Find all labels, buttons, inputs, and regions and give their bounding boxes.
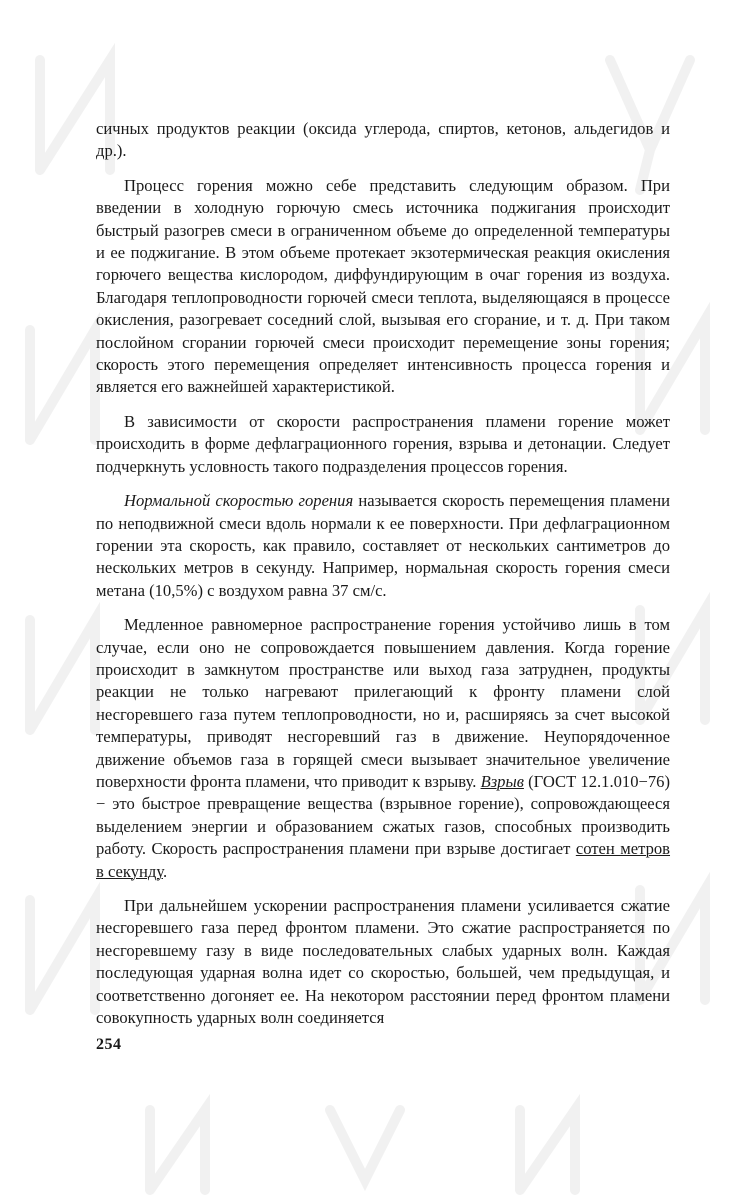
term-normal-burning-velocity: Нормальной скоростью горения bbox=[124, 491, 354, 511]
paragraph-combustion-process: Процесс горения можно себе представить следующим образом. При введении в холодную горючую смесь источника поджигания происходит быстрый разогрев смеси в ограниченном объеме до определенной температуры и ее поджигание. В этом объеме протекает экзотермическая реакция окисления горючего вещества кислородом, диффундирующим в очаг горения из воздуха. Благодаря теплопроводности горючей смеси теплота, выделяющаяся в процессе окисления, разогревает соседний слой, вызывая его сгорание, и т. д. При таком послойном сгорании горючей смеси происходит перемещение зоны горения; скорость этого перемещения определяет интенсивность процесса горения и является его важнейшей характеристикой. bbox=[96, 175, 670, 397]
underlined-phrase: сотен метров в секунду bbox=[96, 839, 671, 881]
paragraph-flame-speed-forms: В зависимости от скорости распространения пламени горение может происходить в форме дефлаграционного горения, взрыва и детонации. Следует подчеркнуть условность такого подразделения процессов горения. bbox=[96, 411, 670, 476]
page-number: 254 bbox=[96, 1036, 122, 1053]
paragraph-text: называется скорость перемещения пламени по неподвижной смеси вдоль нормали к ее поверхности. При дефлаграционном горении эта скорость, как правило, составляет от нескольких сантиметров до нескольких метров в секунду. Например, нормальная скорость горения смеси метана (10,5%) с воздухом равна 37 см/с. bbox=[96, 491, 670, 600]
paragraph-explosion bbox=[96, 614, 670, 883]
paragraph-normal-burning-velocity bbox=[96, 490, 670, 602]
paragraph-text-end: . bbox=[163, 861, 168, 881]
paragraph-text-after: (ГОСТ 12.1.010−76) − это быстрое превращение вещества (взрывное горение), сопровождающееся выделением энергии и образованием сжатых газов, способных производить работу. Скорость распространения пламени при взрыве достигает bbox=[96, 771, 670, 859]
page-content bbox=[96, 118, 670, 1041]
paragraph-shock-waves: При дальнейшем ускорении распространения пламени усиливается сжатие несгоревшего газа перед фронтом пламени. Это сжатие распространяется по несгоревшему газу в виде последовательных слабых ударных волн. Каждая последующая ударная волна идет со скоростью, большей, чем предыдущая, и соответственно догоняет ее. На некотором расстоянии перед фронтом пламени совокупность ударных волн соединяется bbox=[96, 896, 670, 1028]
paragraph-text-before: Медленное равномерное распространение горения устойчиво лишь в том случае, если оно не сопровождается повышением давления. Когда горение происходит в замкнутом пространстве или выход газа затруднен, продукты реакции не только нагревают прилегающий к фронту пламени слой несгоревшего газа путем теплопроводности, но и, расширяясь за счет высокой температуры, приводят несгоревший газ в движение. Неупорядоченное движение объемов газа в горящей смеси вызывает значительное увеличение поверхности фронта пламени, что приводит к взрыву. bbox=[96, 615, 670, 791]
term-explosion: Взрыв bbox=[480, 771, 524, 791]
paragraph-continuation: сичных продуктов реакции (оксида углерода, спиртов, кетонов, альдегидов и др.). bbox=[96, 119, 670, 161]
